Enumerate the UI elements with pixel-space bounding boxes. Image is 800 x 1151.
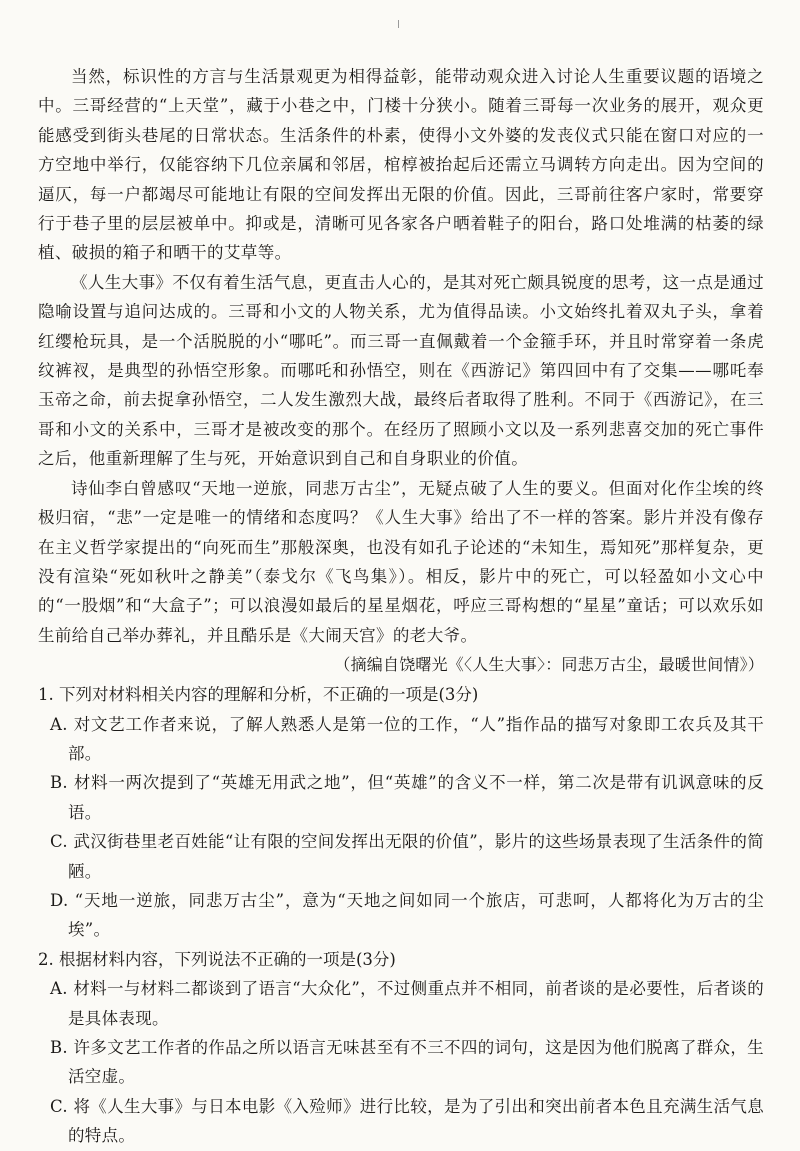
option-a: A. 对文艺工作者来说，了解人熟悉人是第一位的工作，“人”指作品的描写对象即工农兵及其干部。 bbox=[50, 714, 764, 763]
option-d: D. “天地一逆旅，同悲万古尘”，意为“天地之间如同一个旅店，可悲呵，人都将化为万古的尘埃”。 bbox=[50, 890, 764, 940]
passage-paragraph-1: 当然，标识性的方言与生活景观更为相得益彰，能带动观众进入讨论人生重要议题的语境之中。三哥经营的“上天堂”，藏于小巷之中，门楼十分狭小。随着三哥每一次业务的展开，观众更能感受到街头巷尾的日常状态。生活条件的朴素，使得小文外婆的发丧仪式只能在窗口对应的一方空地中举行，仅能容纳下几位亲属和邻居，棺椁被抬起后还需立马调转方向走出。因为空间的逼仄，每一户都竭尽可能地让有限的空间发挥出无限的价值。因此，三哥前往客户家时，常要穿行于巷子里的层层被单中。抑或是，清晰可见各家各户晒着鞋子的阳台，路口处堆满的枯萎的绿植、破损的箱子和晒干的艾草等。 bbox=[38, 67, 764, 263]
question-2 bbox=[38, 945, 764, 1151]
question-1 bbox=[38, 680, 764, 945]
option-a: A. 材料一与材料二都谈到了语言“大众化”，不过侧重点并不相同，前者谈的是必要性，后者谈的是具体表现。 bbox=[50, 979, 764, 1028]
option-c: C. 将《人生大事》与日本电影《入殓师》进行比较，是为了引出和突出前者本色且充满生活气息的特点。 bbox=[50, 1096, 764, 1146]
question-stem: 1. 下列对材料相关内容的理解和分析，不正确的一项是(3分) bbox=[38, 685, 479, 705]
page-top-mark bbox=[398, 20, 399, 28]
passage-paragraph-3: 诗仙李白曾感叹“天地一逆旅，同悲万古尘”，无疑点破了人生的要义。但面对化作尘埃的终极归宿，“悲”一定是唯一的情绪和态度吗？《人生大事》给出了不一样的答案。影片并没有像存在主义哲学家提出的“向死而生”那般深奥，也没有如孔子论述的“未知生，焉知死”那样复杂，更没有渲染“死如秋叶之静美”（泰戈尔《飞鸟集》）。相反，影片中的死亡，可以轻盈如小文心中的“一股烟”和“大盒子”；可以浪漫如最后的星星烟花，呼应三哥构想的“星星”童话；可以欢乐如生前给自己举办葬礼，并且酷乐是《大闹天宫》的老大爷。 bbox=[38, 478, 764, 645]
passage-paragraph-2: 《人生大事》不仅有着生活气息，更直击人心的，是其对死亡颇具锐度的思考，这一点是通过隐喻设置与追问达成的。三哥和小文的人物关系，尤为值得品读。小文始终扎着双丸子头，拿着红缨枪玩具，是一个活脱脱的小“哪吒”。而三哥一直佩戴着一个金箍手环，并且时常穿着一条虎纹裤衩，是典型的孙悟空形象。而哪吒和孙悟空，则在《西游记》第四回中有了交集——哪吒奉玉帝之命，前去捉拿孙悟空，二人发生激烈大战，最终后者取得了胜利。不同于《西游记》，在三哥和小文的关系中，三哥才是被改变的那个。在经历了照顾小文以及一系列悲喜交加的死亡事件之后，他重新理解了生与死，开始意识到自己和自身职业的价值。 bbox=[38, 272, 764, 469]
option-c: C. 武汉街巷里老百姓能“让有限的空间发挥出无限的价值”，影片的这些场景表现了生活条件的简陋。 bbox=[50, 832, 764, 881]
reading-passage bbox=[38, 62, 764, 680]
option-b: B. 许多文艺工作者的作品之所以语言无味甚至有不三不四的词句，这是因为他们脱离了群众，生活空虚。 bbox=[50, 1038, 764, 1087]
question-stem: 2. 根据材料内容，下列说法不正确的一项是(3分) bbox=[38, 949, 396, 969]
passage-source: （摘编自饶曙光《〈人生大事〉：同悲万古尘，最暖世间情》） bbox=[334, 655, 764, 675]
option-b: B. 材料一两次提到了“英雄无用武之地”，但“英雄”的含义不一样，第二次是带有讥讽意味的反语。 bbox=[50, 773, 764, 822]
